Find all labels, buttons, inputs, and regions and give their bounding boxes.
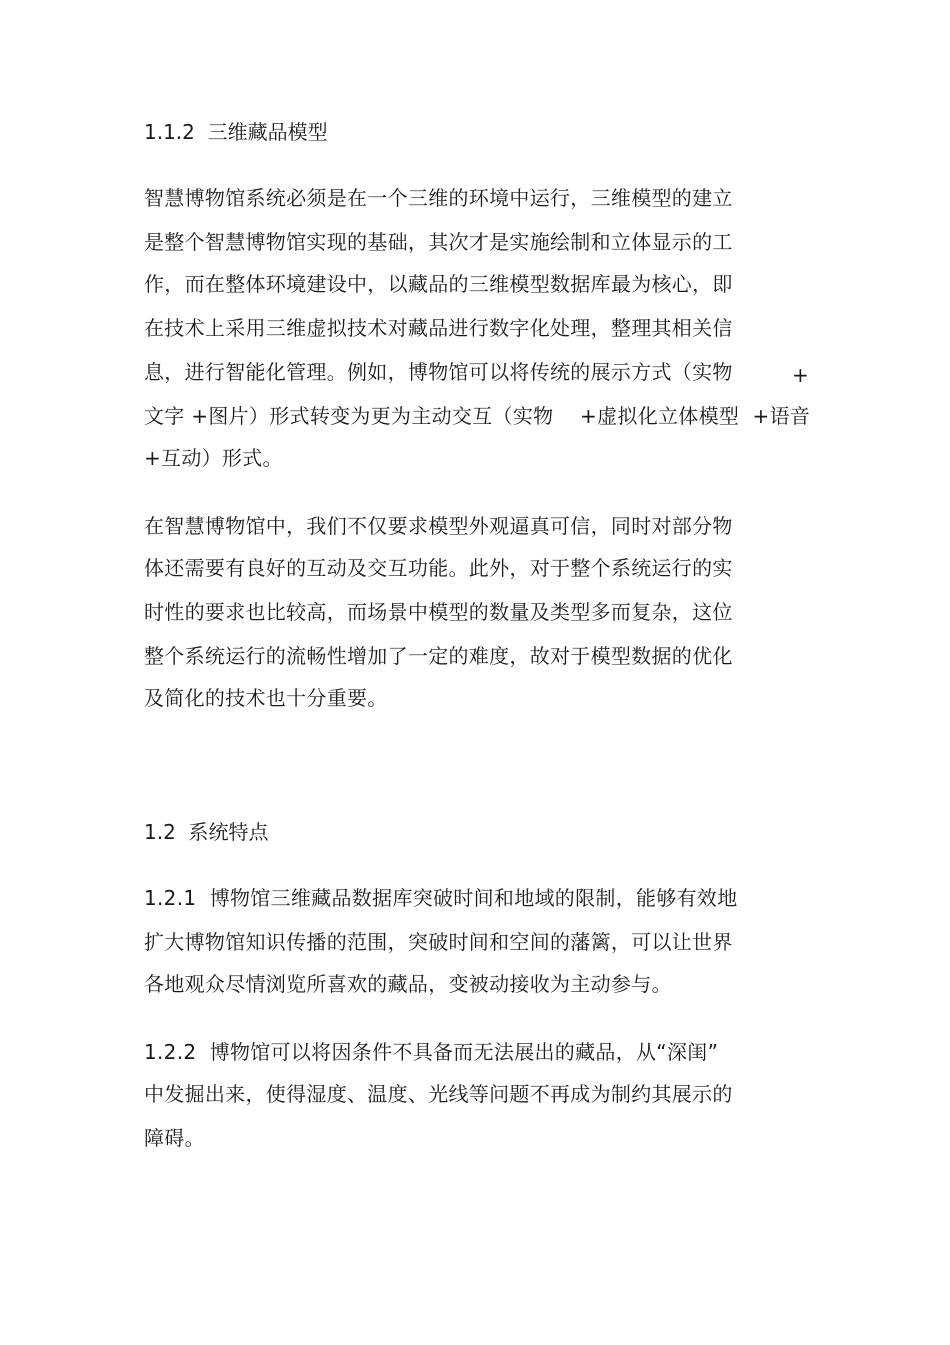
paragraph-line: +互动）形式。 bbox=[144, 446, 283, 470]
section-heading-1-2: 1.2 系统特点 bbox=[144, 820, 269, 844]
paragraph-line: 及简化的技术也十分重要。 bbox=[144, 686, 388, 710]
paragraph-line: 时性的要求也比较高，而场景中模型的数量及类型多而复杂，这位 bbox=[144, 600, 733, 624]
paragraph-line: 1.2.1 博物馆三维藏品数据库突破时间和地域的限制，能够有效地 bbox=[144, 886, 738, 910]
paragraph-line: 整个系统运行的流畅性增加了一定的难度，故对于模型数据的优化 bbox=[144, 644, 733, 668]
paragraph-line: 体还需要有良好的互动及交互功能。此外，对于整个系统运行的实 bbox=[144, 556, 733, 580]
paragraph-line: 是整个智慧博物馆实现的基础，其次才是实施绘制和立体显示的工 bbox=[144, 230, 733, 254]
paragraph-line: 文字 +图片）形式转变为更为主动交互（实物 +虚拟化立体模型 +语音 bbox=[144, 404, 811, 428]
section-heading-1-1-2: 1.1.2 三维藏品模型 bbox=[144, 120, 328, 144]
paragraph-line: 智慧博物馆系统必须是在一个三维的环境中运行，三维模型的建立 bbox=[144, 186, 733, 210]
paragraph-line: 息，进行智能化管理。例如，博物馆可以将传统的展示方式（实物 bbox=[144, 360, 733, 384]
paragraph-line: 1.2.2 博物馆可以将因条件不具备而无法展出的藏品，从“深闺” bbox=[144, 1040, 719, 1064]
paragraph-line: 中发掘出来，使得湿度、温度、光线等问题不再成为制约其展示的 bbox=[144, 1082, 733, 1106]
paragraph-line: 各地观众尽情浏览所喜欢的藏品，变被动接收为主动参与。 bbox=[144, 972, 672, 996]
paragraph-line: 在技术上采用三维虚拟技术对藏品进行数字化处理，整理其相关信 bbox=[144, 316, 733, 340]
trailing-plus: + bbox=[792, 363, 809, 387]
paragraph-line: 扩大博物馆知识传播的范围，突破时间和空间的藩篱，可以让世界 bbox=[144, 930, 733, 954]
paragraph-line: 在智慧博物馆中，我们不仅要求模型外观逼真可信，同时对部分物 bbox=[144, 514, 733, 538]
paragraph-line: 作，而在整体环境建设中，以藏品的三维模型数据库最为核心，即 bbox=[144, 272, 733, 296]
paragraph-line: 障碍。 bbox=[144, 1126, 205, 1150]
